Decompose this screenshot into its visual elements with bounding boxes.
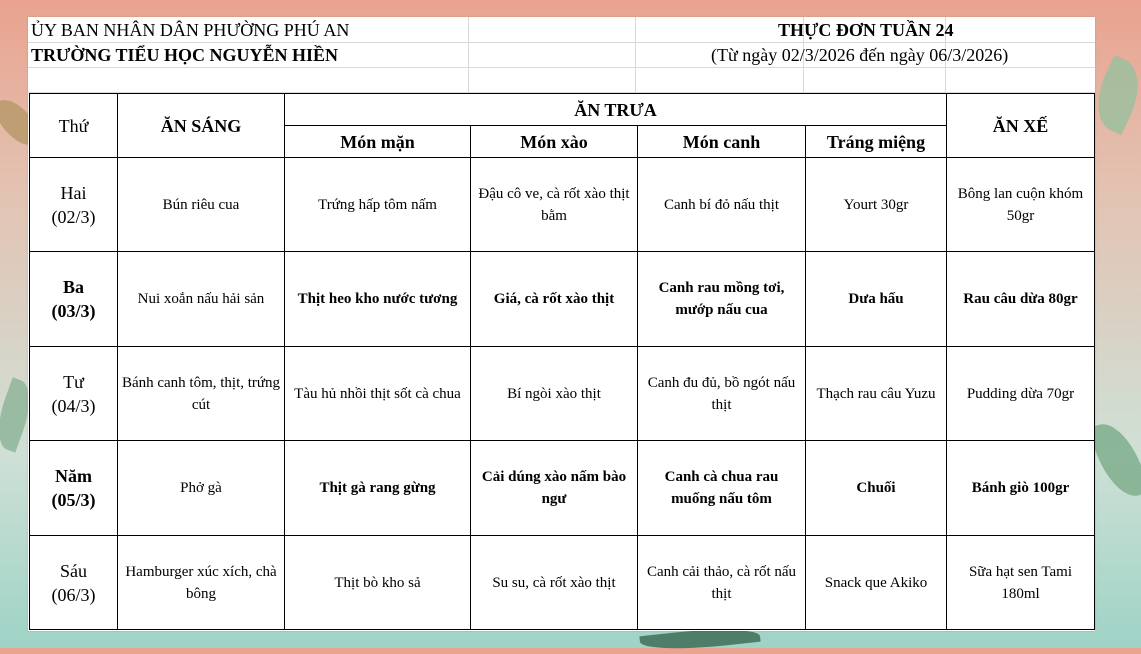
savory-cell: Thịt heo kho nước tương — [285, 252, 471, 347]
col-day: Thứ — [30, 94, 118, 158]
day-name: Sáu — [60, 560, 87, 581]
day-name: Hai — [60, 182, 87, 203]
day-cell — [30, 347, 118, 441]
breakfast-cell: Nui xoắn nấu hải sản — [118, 252, 285, 347]
day-cell — [30, 536, 118, 630]
menu-title: THỰC ĐƠN TUẦN 24 — [778, 20, 954, 40]
soup-cell: Canh rau mồng tơi, mướp nấu cua — [638, 252, 806, 347]
day-name: Tư — [63, 371, 84, 392]
school-name: TRƯỜNG TIỂU HỌC NGUYỄN HIỀN — [31, 45, 339, 65]
table-row — [30, 252, 1095, 347]
breakfast-cell: Bánh canh tôm, thịt, trứng cút — [118, 347, 285, 441]
grid-line — [28, 67, 1095, 93]
day-date: (05/3) — [51, 490, 96, 510]
dessert-cell: Snack que Akiko — [806, 536, 947, 630]
day-cell — [30, 441, 118, 536]
col-savory: Món mặn — [285, 126, 471, 158]
snack-cell: Pudding dừa 70gr — [947, 347, 1095, 441]
dessert-cell: Yourt 30gr — [806, 158, 947, 252]
snack-cell: Bông lan cuộn khóm 50gr — [947, 158, 1095, 252]
day-date: (04/3) — [51, 395, 96, 416]
day-date: (06/3) — [51, 584, 96, 605]
savory-cell: Thịt gà rang gừng — [285, 441, 471, 536]
col-dessert: Tráng miệng — [806, 126, 947, 158]
stirfry-cell: Su su, cà rốt xào thịt — [471, 536, 638, 630]
grid-line — [635, 17, 636, 93]
stirfry-cell: Bí ngòi xào thịt — [471, 347, 638, 441]
breakfast-cell: Hamburger xúc xích, chà bông — [118, 536, 285, 630]
day-date: (03/3) — [51, 301, 96, 321]
table-row — [30, 441, 1095, 536]
day-name: Năm — [55, 466, 92, 486]
col-snack: ĂN XẾ — [947, 94, 1095, 158]
stirfry-cell: Giá, cà rốt xào thịt — [471, 252, 638, 347]
day-cell — [30, 252, 118, 347]
stirfry-cell: Đậu cô ve, cà rốt xào thịt bằm — [471, 158, 638, 252]
day-cell — [30, 158, 118, 252]
snack-cell: Sữa hạt sen Tami 180ml — [947, 536, 1095, 630]
snack-cell: Rau câu dừa 80gr — [947, 252, 1095, 347]
stirfry-cell: Cải dúng xào nấm bào ngư — [471, 441, 638, 536]
savory-cell: Thịt bò kho sả — [285, 536, 471, 630]
savory-cell: Tàu hủ nhồi thịt sốt cà chua — [285, 347, 471, 441]
breakfast-cell: Bún riêu cua — [118, 158, 285, 252]
date-range: (Từ ngày 02/3/2026 đến ngày 06/3/2026) — [711, 45, 1009, 65]
table-row — [30, 347, 1095, 441]
soup-cell: Canh đu đủ, bồ ngót nấu thịt — [638, 347, 806, 441]
breakfast-cell: Phở gà — [118, 441, 285, 536]
snack-cell: Bánh giò 100gr — [947, 441, 1095, 536]
menu-sheet — [28, 17, 1095, 631]
committee-name: ỦY BAN NHÂN DÂN PHƯỜNG PHÚ AN — [31, 20, 350, 40]
col-soup: Món canh — [638, 126, 806, 158]
day-name: Ba — [62, 277, 84, 297]
col-lunch: ĂN TRƯA — [285, 94, 947, 126]
table-row — [30, 158, 1095, 252]
menu-table — [29, 93, 1095, 630]
dessert-cell: Dưa hấu — [806, 252, 947, 347]
soup-cell: Canh cải thảo, cà rốt nấu thịt — [638, 536, 806, 630]
grid-line — [468, 17, 469, 93]
day-date: (02/3) — [51, 206, 96, 227]
dessert-cell: Thạch rau câu Yuzu — [806, 347, 947, 441]
decorative-leaf — [1087, 416, 1141, 504]
soup-cell: Canh bí đỏ nấu thịt — [638, 158, 806, 252]
col-breakfast: ĂN SÁNG — [118, 94, 285, 158]
soup-cell: Canh cà chua rau muống nấu tôm — [638, 441, 806, 536]
savory-cell: Trứng hấp tôm nấm — [285, 158, 471, 252]
col-stirfry: Món xào — [471, 126, 638, 158]
table-row — [30, 536, 1095, 630]
dessert-cell: Chuối — [806, 441, 947, 536]
